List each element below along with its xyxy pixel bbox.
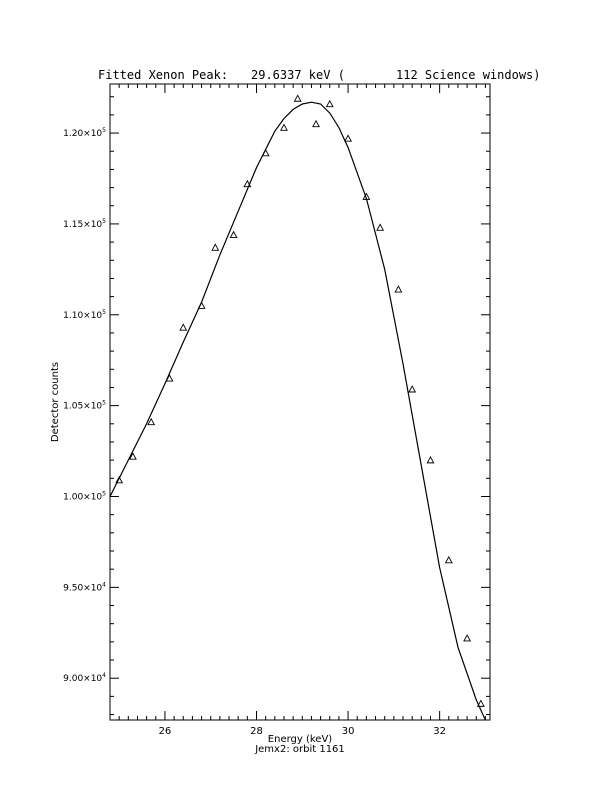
chart-title-label: Fitted Xenon Peak: [98,68,229,82]
x-tick-label: 28 [250,726,263,737]
y-tick-label: $1.00\times 10^5$ [63,490,106,503]
y-tick-label: $1.10\times 10^5$ [63,308,106,321]
chart-title-value: 29.6337 keV ( [251,68,345,82]
chart-title [98,68,541,82]
x-tick-label: 26 [158,726,172,737]
y-tick-label: $9.50\times 10^4$ [63,581,106,594]
x-axis-sublabel: Jemx2: orbit 1161 [255,744,345,755]
y-tick-label: $9.00\times 10^4$ [63,672,106,685]
x-tick-label: 32 [433,726,447,737]
y-tick-label: $1.05\times 10^5$ [63,399,106,412]
x-tick-label: 30 [341,726,355,737]
y-tick-label: $1.20\times 10^5$ [63,127,106,140]
y-axis-label: Detector counts [50,361,61,443]
y-tick-label: $1.15\times 10^5$ [63,217,106,230]
chart-title-windows: 112 Science windows) [396,68,541,82]
x-axis-label: Energy (keV) [267,734,333,745]
